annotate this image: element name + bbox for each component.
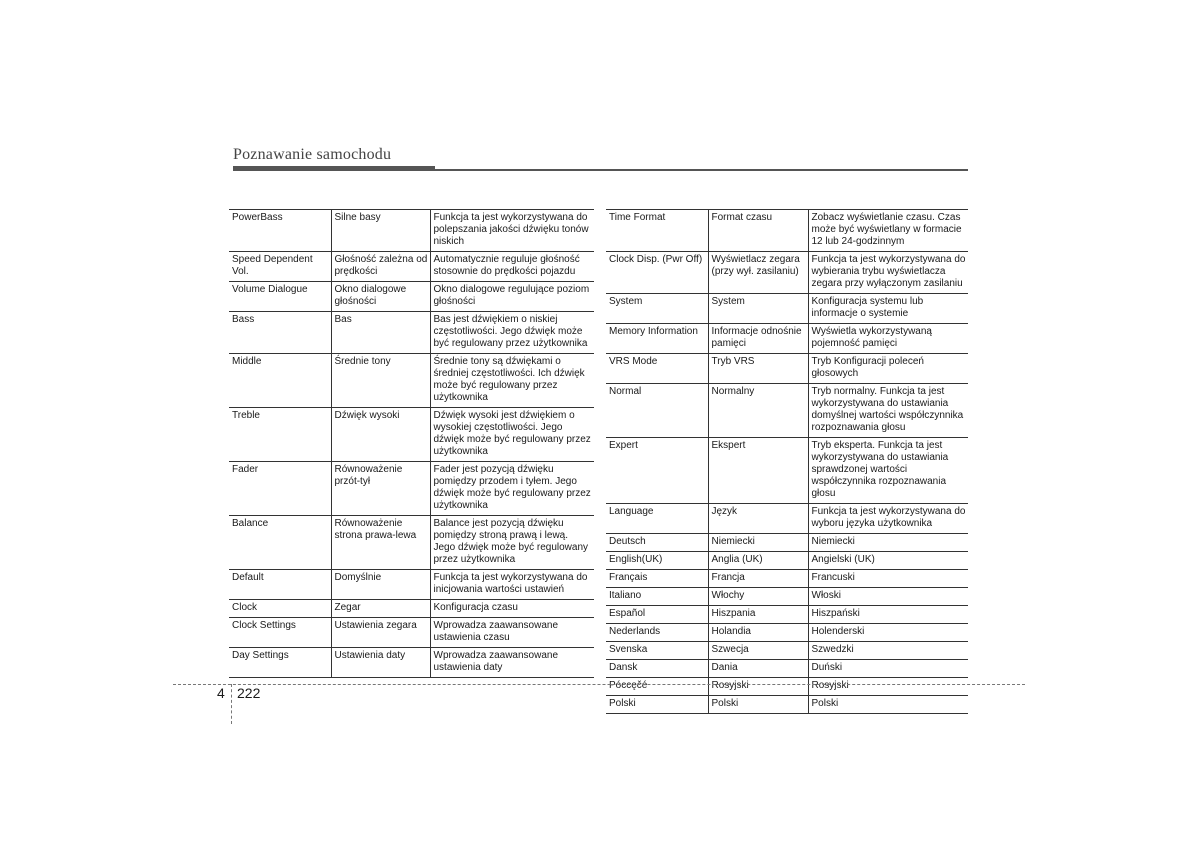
setting-description-cell: Wprowadza zaawansowane ustawienia daty	[430, 648, 594, 678]
setting-translation-cell: Silne basy	[331, 210, 430, 252]
page-number: 222	[237, 685, 261, 701]
table-row	[606, 588, 968, 606]
table-row	[229, 354, 594, 408]
setting-description-cell: Balance jest pozycją dźwięku pomiędzy stroną prawą i lewą. Jego dźwięk może być regulowany przez użytkownika	[430, 516, 594, 570]
table-row	[229, 252, 594, 282]
setting-translation-cell: Tryb VRS	[708, 354, 808, 384]
setting-translation-cell: Polski	[708, 696, 808, 714]
setting-description-cell: Konfiguracja systemu lub informacje o systemie	[808, 294, 968, 324]
setting-name-cell: Clock	[229, 600, 331, 618]
setting-description-cell: Szwedzki	[808, 642, 968, 660]
table-row	[229, 210, 594, 252]
setting-translation-cell: Domyślnie	[331, 570, 430, 600]
setting-name-cell: English(UK)	[606, 552, 708, 570]
setting-name-cell: System	[606, 294, 708, 324]
table-row	[229, 618, 594, 648]
table-row	[606, 534, 968, 552]
setting-translation-cell: Średnie tony	[331, 354, 430, 408]
setting-name-cell: Clock Settings	[229, 618, 331, 648]
setting-description-cell: Funkcja ta jest wykorzystywana do polepszania jakości dźwięku tonów niskich	[430, 210, 594, 252]
setting-translation-cell: Hiszpania	[708, 606, 808, 624]
settings-table-left	[229, 209, 594, 678]
setting-translation-cell: Ustawienia daty	[331, 648, 430, 678]
setting-description-cell: Funkcja ta jest wykorzystywana do wyboru języka użytkownika	[808, 504, 968, 534]
setting-name-cell: Español	[606, 606, 708, 624]
setting-description-cell: Angielski (UK)	[808, 552, 968, 570]
table-row	[606, 504, 968, 534]
setting-description-cell: Holenderski	[808, 624, 968, 642]
table-row	[606, 294, 968, 324]
setting-translation-cell: Włochy	[708, 588, 808, 606]
setting-translation-cell: Język	[708, 504, 808, 534]
setting-translation-cell: Format czasu	[708, 210, 808, 252]
setting-description-cell: Włoski	[808, 588, 968, 606]
setting-translation-cell: Anglia (UK)	[708, 552, 808, 570]
setting-name-cell: Français	[606, 570, 708, 588]
setting-name-cell: Default	[229, 570, 331, 600]
setting-name-cell: Bass	[229, 312, 331, 354]
setting-name-cell: Expert	[606, 438, 708, 504]
setting-translation-cell: Holandia	[708, 624, 808, 642]
table-row	[229, 282, 594, 312]
setting-name-cell: Clock Disp. (Pwr Off)	[606, 252, 708, 294]
setting-description-cell: Okno dialogowe regulujące poziom głośności	[430, 282, 594, 312]
table-row	[606, 660, 968, 678]
setting-name-cell: Balance	[229, 516, 331, 570]
setting-translation-cell: Głośność zależna od prędkości	[331, 252, 430, 282]
setting-description-cell: Konfiguracja czasu	[430, 600, 594, 618]
setting-name-cell: VRS Mode	[606, 354, 708, 384]
setting-description-cell: Tryb eksperta. Funkcja ta jest wykorzystywana do ustawiania sprawdzonej wartości współczynnika rozpoznawania głosu	[808, 438, 968, 504]
table-row	[229, 600, 594, 618]
setting-name-cell: Day Settings	[229, 648, 331, 678]
setting-description-cell: Duński	[808, 660, 968, 678]
setting-translation-cell: Wyświetlacz zegara (przy wył. zasilaniu)	[708, 252, 808, 294]
table-row	[606, 624, 968, 642]
setting-description-cell: Automatycznie reguluje głośność stosownie do prędkości pojazdu	[430, 252, 594, 282]
setting-name-cell: Nederlands	[606, 624, 708, 642]
chapter-number: 4	[217, 685, 225, 701]
setting-translation-cell: Dźwięk wysoki	[331, 408, 430, 462]
table-row	[229, 312, 594, 354]
setting-translation-cell: Okno dialogowe głośności	[331, 282, 430, 312]
table-row	[606, 324, 968, 354]
setting-name-cell: Deutsch	[606, 534, 708, 552]
setting-description-cell: Hiszpański	[808, 606, 968, 624]
table-row	[606, 438, 968, 504]
setting-translation-cell: Francja	[708, 570, 808, 588]
setting-description-cell: Fader jest pozycją dźwięku pomiędzy przodem i tyłem. Jego dźwięk może być regulowany przez użytkownika	[430, 462, 594, 516]
setting-description-cell: Rosyjski	[808, 678, 968, 696]
header-rule-thin	[435, 169, 968, 171]
table-row	[229, 408, 594, 462]
setting-name-cell: Time Format	[606, 210, 708, 252]
setting-description-cell: Średnie tony są dźwiękami o średniej częstotliwości. Ich dźwięk może być regulowany przez użytkownika	[430, 354, 594, 408]
setting-name-cell: PowerBass	[229, 210, 331, 252]
setting-name-cell: Svenska	[606, 642, 708, 660]
table-row	[606, 384, 968, 438]
page-title: Poznawanie samochodu	[233, 146, 392, 163]
setting-description-cell: Wyświetla wykorzystywaną pojemność pamięci	[808, 324, 968, 354]
setting-translation-cell: Zegar	[331, 600, 430, 618]
setting-name-cell: Italiano	[606, 588, 708, 606]
setting-translation-cell: Rosyjski	[708, 678, 808, 696]
table-row	[229, 648, 594, 678]
setting-translation-cell: Równoważenie strona prawa-lewa	[331, 516, 430, 570]
setting-description-cell: Francuski	[808, 570, 968, 588]
footer-dashed-rule	[173, 684, 1025, 685]
setting-translation-cell: System	[708, 294, 808, 324]
setting-description-cell: Wprowadza zaawansowane ustawienia czasu	[430, 618, 594, 648]
setting-translation-cell: Ekspert	[708, 438, 808, 504]
setting-description-cell: Dźwięk wysoki jest dźwiękiem o wysokiej częstotliwości. Jego dźwięk może być regulowany przez użytkownika	[430, 408, 594, 462]
setting-translation-cell: Normalny	[708, 384, 808, 438]
table-row	[606, 570, 968, 588]
table-row	[606, 606, 968, 624]
header-rule-thick	[233, 166, 435, 171]
setting-translation-cell: Bas	[331, 312, 430, 354]
setting-translation-cell: Dania	[708, 660, 808, 678]
setting-name-cell: Memory Information	[606, 324, 708, 354]
setting-name-cell: Treble	[229, 408, 331, 462]
table-row	[229, 462, 594, 516]
setting-description-cell: Funkcja ta jest wykorzystywana do wybierania trybu wyświetlacza zegara przy wyłączonym zasilaniu	[808, 252, 968, 294]
setting-translation-cell: Niemiecki	[708, 534, 808, 552]
setting-name-cell: Fader	[229, 462, 331, 516]
table-row	[606, 552, 968, 570]
table-row	[229, 570, 594, 600]
setting-translation-cell: Równoważenie przót-tył	[331, 462, 430, 516]
setting-name-cell: Speed Dependent Vol.	[229, 252, 331, 282]
setting-name-cell: Dansk	[606, 660, 708, 678]
table-row	[606, 678, 968, 696]
setting-translation-cell: Informacje odnośnie pamięci	[708, 324, 808, 354]
setting-name-cell: Middle	[229, 354, 331, 408]
table-row	[606, 696, 968, 714]
setting-description-cell: Tryb Konfiguracji poleceń głosowych	[808, 354, 968, 384]
setting-description-cell: Bas jest dźwiękiem o niskiej częstotliwości. Jego dźwięk może być regulowany przez użytkownika	[430, 312, 594, 354]
setting-description-cell: Tryb normalny. Funkcja ta jest wykorzystywana do ustawiania domyślnej wartości współczynnika rozpoznawania głosu	[808, 384, 968, 438]
table-row	[606, 354, 968, 384]
table-row	[229, 516, 594, 570]
settings-table-right	[606, 209, 968, 714]
setting-name-cell: Pócсęčé	[606, 678, 708, 696]
table-row	[606, 210, 968, 252]
setting-description-cell: Zobacz wyświetlanie czasu. Czas może być wyświetlany w formacie 12 lub 24-godzinnym	[808, 210, 968, 252]
setting-description-cell: Polski	[808, 696, 968, 714]
setting-name-cell: Volume Dialogue	[229, 282, 331, 312]
footer-vertical-rule	[231, 684, 232, 724]
table-row	[606, 642, 968, 660]
setting-name-cell: Language	[606, 504, 708, 534]
setting-name-cell: Normal	[606, 384, 708, 438]
setting-description-cell: Funkcja ta jest wykorzystywana do inicjowania wartości ustawień	[430, 570, 594, 600]
setting-description-cell: Niemiecki	[808, 534, 968, 552]
setting-translation-cell: Szwecja	[708, 642, 808, 660]
setting-name-cell: Polski	[606, 696, 708, 714]
table-row	[606, 252, 968, 294]
setting-translation-cell: Ustawienia zegara	[331, 618, 430, 648]
